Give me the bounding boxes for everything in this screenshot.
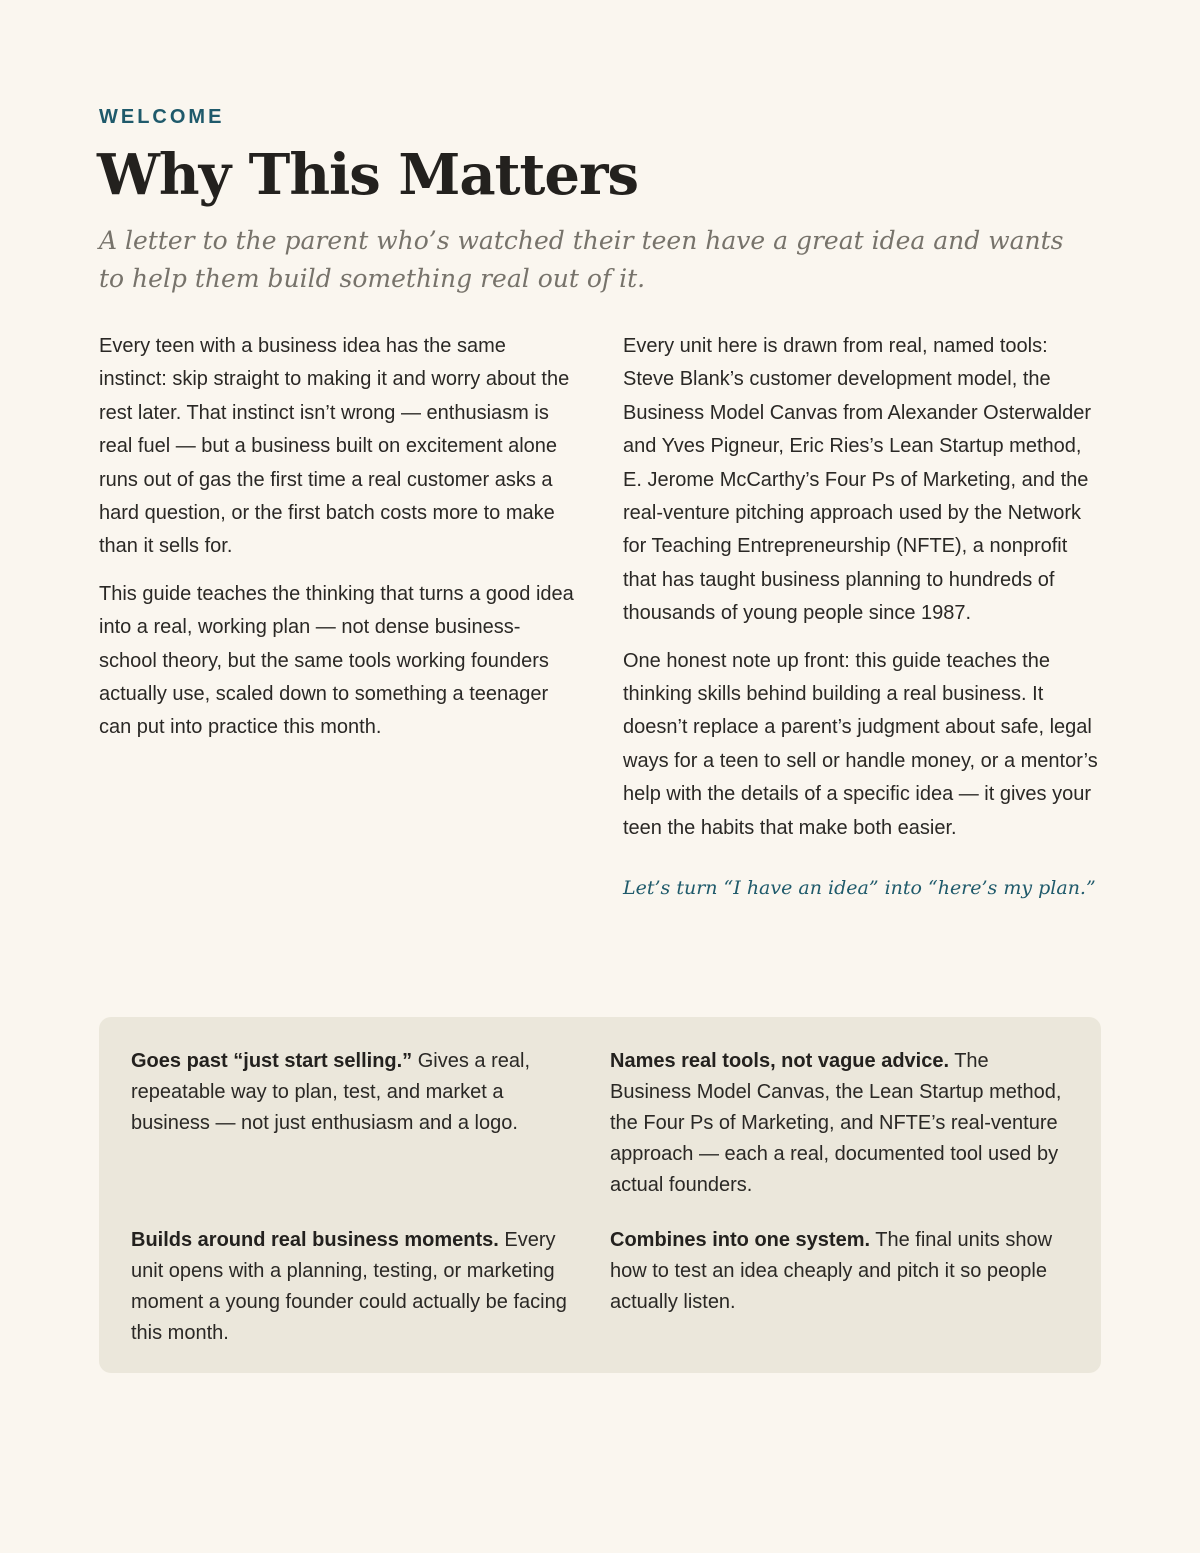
eyebrow-label: WELCOME bbox=[99, 106, 225, 128]
paragraph: This guide teaches the thinking that turns a good idea into a real, working plan — not dense business-school theory, but the same tools working founders actually use, scaled down to something a teenager can put into practice this month. bbox=[99, 582, 574, 739]
features-grid bbox=[131, 1046, 1069, 1349]
feature-lead: Names real tools, not vague advice. bbox=[610, 1050, 950, 1072]
feature-lead: Combines into one system. bbox=[610, 1229, 871, 1251]
paragraph: Every teen with a business idea has the same instinct: skip straight to making it and worry about the rest later. That instinct isn’t wrong — enthusiasm is real fuel — but a business built on excitement alone runs out of gas the first time a real customer asks a hard question, or the first batch costs more to make than it sells for. bbox=[99, 335, 570, 558]
feature-lead: Builds around real business moments. bbox=[131, 1229, 499, 1251]
right-column bbox=[623, 330, 1101, 917]
page-content bbox=[99, 104, 1101, 917]
feature-item bbox=[610, 1046, 1066, 1201]
letter-columns bbox=[99, 330, 1101, 917]
feature-body: The final units show how to test an idea cheaply and pitch it so people actually listen. bbox=[610, 1229, 1053, 1313]
page-subtitle: A letter to the parent who’s watched their teen have a great idea and wants to help them build something real out of it. bbox=[99, 226, 1064, 293]
feature-item bbox=[131, 1046, 581, 1201]
features-panel bbox=[99, 1017, 1101, 1373]
feature-item bbox=[610, 1225, 1066, 1349]
left-column bbox=[99, 330, 575, 917]
feature-lead: Goes past “just start selling.” bbox=[131, 1050, 413, 1072]
paragraph: Every unit here is drawn from real, named tools: Steve Blank’s customer development model, the Business Model Canvas from Alexander Osterwalder and Yves Pigneur, Eric Ries’s Lean Startup method, E. Jerome McCarthy’s Four Ps of Marketing, and the real-venture pitching approach used by the Network for Teaching Entrepreneurship (NFTE), a nonprofit that has taught business planning to hundreds of thousands of young people since 1987. bbox=[623, 335, 1091, 625]
feature-body: The Business Model Canvas, the Lean Startup method, the Four Ps of Marketing, and NFTE’s real-venture approach — each a real, documented tool used by actual founders. bbox=[610, 1050, 1062, 1196]
paragraph: One honest note up front: this guide teaches the thinking skills behind building a real business. It doesn’t replace a parent’s judgment about safe, legal ways for a teen to sell or handle money, or a mentor’s help with the details of a specific idea — it gives your teen the habits that make both easier. bbox=[623, 649, 1098, 839]
page-title: Why This Matters bbox=[97, 142, 638, 208]
closing-line: Let’s turn “I have an idea” into “here’s my plan.” bbox=[623, 877, 1096, 900]
feature-body: Every unit opens with a planning, testing, or marketing moment a young founder could actually be facing this month. bbox=[131, 1229, 567, 1344]
feature-body: Gives a real, repeatable way to plan, test, and market a business — not just enthusiasm and a logo. bbox=[131, 1050, 531, 1134]
feature-item bbox=[131, 1225, 581, 1349]
